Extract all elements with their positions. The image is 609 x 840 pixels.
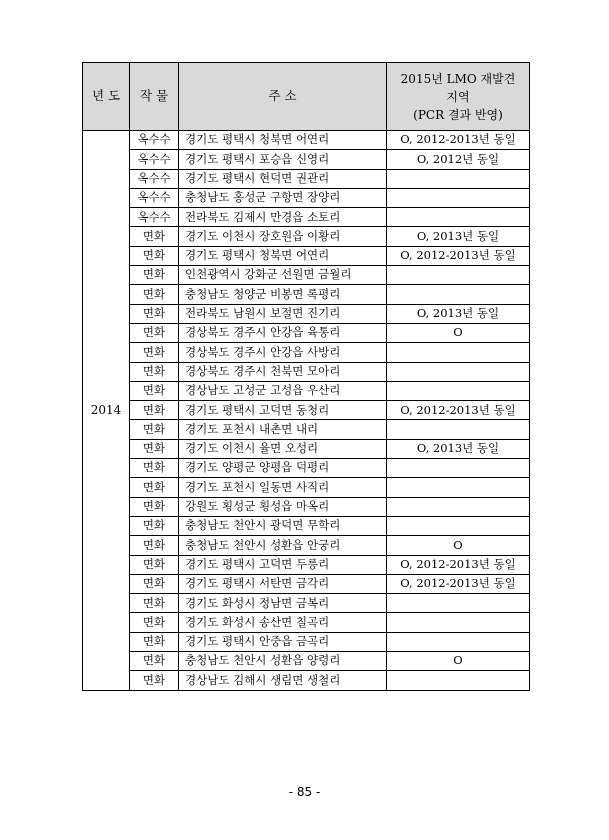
header-lmo-line1: 2015년 LMO 재발견 <box>400 71 516 86</box>
crop-cell: 면화 <box>130 671 179 690</box>
lmo-result-cell <box>387 169 530 188</box>
crop-cell: 면화 <box>130 227 179 246</box>
lmo-result-cell <box>387 632 530 651</box>
address-cell: 경기도 평택시 안중읍 금곡리 <box>179 632 387 651</box>
address-cell: 인천광역시 강화군 선원면 금월리 <box>179 266 387 285</box>
lmo-result-cell: O, 2012-2013년 동일 <box>387 574 530 593</box>
crop-cell: 옥수수 <box>130 188 179 207</box>
address-cell: 경기도 양평군 양평읍 덕평리 <box>179 459 387 478</box>
lmo-result-cell: O, 2013년 동일 <box>387 227 530 246</box>
table-row <box>83 188 530 207</box>
address-cell: 충청남도 천안시 성환읍 양령리 <box>179 652 387 671</box>
header-year: 년 도 <box>83 63 130 131</box>
crop-cell: 면화 <box>130 304 179 323</box>
lmo-result-cell <box>387 478 530 497</box>
lmo-result-cell <box>387 381 530 400</box>
crop-cell: 면화 <box>130 555 179 574</box>
crop-cell: 면화 <box>130 401 179 420</box>
header-lmo-rediscovery <box>387 63 530 131</box>
lmo-site-table <box>82 62 530 691</box>
address-cell: 경기도 화성시 정남면 금복리 <box>179 594 387 613</box>
address-cell: 경기도 포천시 내촌면 내리 <box>179 420 387 439</box>
address-cell: 경기도 평택시 청북면 어연리 <box>179 131 387 150</box>
table-header-row <box>83 63 530 131</box>
table-row <box>83 632 530 651</box>
lmo-result-cell <box>387 594 530 613</box>
lmo-result-cell: O, 2012-2013년 동일 <box>387 401 530 420</box>
lmo-result-cell <box>387 613 530 632</box>
lmo-result-cell: O, 2012-2013년 동일 <box>387 555 530 574</box>
address-cell: 경기도 평택시 고덕면 동청리 <box>179 401 387 420</box>
table-row <box>83 401 530 420</box>
table-row <box>83 439 530 458</box>
crop-cell: 면화 <box>130 343 179 362</box>
address-cell: 경기도 평택시 포승읍 신영리 <box>179 150 387 169</box>
lmo-result-cell: O, 2012년 동일 <box>387 150 530 169</box>
table-row <box>83 150 530 169</box>
address-cell: 경상북도 경주시 안강읍 사방리 <box>179 343 387 362</box>
table-body <box>83 131 530 691</box>
address-cell: 경기도 화성시 송산면 칠곡리 <box>179 613 387 632</box>
crop-cell: 면화 <box>130 381 179 400</box>
table-row <box>83 652 530 671</box>
address-cell: 경기도 평택시 현덕면 권관리 <box>179 169 387 188</box>
crop-cell: 면화 <box>130 613 179 632</box>
address-cell: 전라북도 김제시 만경읍 소토리 <box>179 208 387 227</box>
table-row <box>83 594 530 613</box>
crop-cell: 옥수수 <box>130 131 179 150</box>
crop-cell: 면화 <box>130 516 179 535</box>
table-row <box>83 671 530 690</box>
lmo-result-cell <box>387 208 530 227</box>
crop-cell: 면화 <box>130 459 179 478</box>
table-row <box>83 362 530 381</box>
table-row <box>83 208 530 227</box>
lmo-result-cell: O, 2012-2013년 동일 <box>387 131 530 150</box>
table-row <box>83 536 530 555</box>
lmo-result-cell <box>387 420 530 439</box>
header-lmo-line3: (PCR 결과 반영) <box>413 107 503 122</box>
table-row <box>83 381 530 400</box>
table-row <box>83 304 530 323</box>
lmo-result-cell: O, 2013년 동일 <box>387 439 530 458</box>
table-row <box>83 478 530 497</box>
address-cell: 전라북도 남원시 보절면 진기리 <box>179 304 387 323</box>
lmo-result-cell: O <box>387 536 530 555</box>
header-address: 주 소 <box>179 63 387 131</box>
header-lmo-line2: 지역 <box>446 89 470 104</box>
lmo-result-cell <box>387 285 530 304</box>
page-number: - 85 - <box>288 785 321 799</box>
table-row <box>83 516 530 535</box>
address-cell: 충청남도 청양군 비봉면 록평리 <box>179 285 387 304</box>
lmo-result-cell: O, 2012-2013년 동일 <box>387 246 530 265</box>
lmo-result-cell <box>387 362 530 381</box>
crop-cell: 면화 <box>130 420 179 439</box>
crop-cell: 옥수수 <box>130 208 179 227</box>
crop-cell: 면화 <box>130 632 179 651</box>
address-cell: 충청남도 홍성군 구항면 장양리 <box>179 188 387 207</box>
lmo-result-cell <box>387 343 530 362</box>
address-cell: 경기도 포천시 일동면 사직리 <box>179 478 387 497</box>
address-cell: 경기도 이천시 율면 오성리 <box>179 439 387 458</box>
crop-cell: 옥수수 <box>130 169 179 188</box>
crop-cell: 면화 <box>130 285 179 304</box>
crop-cell: 면화 <box>130 478 179 497</box>
table-row <box>83 131 530 150</box>
crop-cell: 면화 <box>130 536 179 555</box>
address-cell: 경상북도 경주시 안강읍 육통리 <box>179 323 387 342</box>
address-cell: 경기도 이천시 장호원읍 이황리 <box>179 227 387 246</box>
table-row <box>83 459 530 478</box>
lmo-result-cell <box>387 266 530 285</box>
lmo-result-cell <box>387 497 530 516</box>
address-cell: 경기도 평택시 고덕면 두릉리 <box>179 555 387 574</box>
address-cell: 경상남도 김해시 생림면 생철리 <box>179 671 387 690</box>
crop-cell: 면화 <box>130 439 179 458</box>
lmo-result-cell <box>387 188 530 207</box>
address-cell: 충청남도 천안시 성환읍 안궁리 <box>179 536 387 555</box>
crop-cell: 면화 <box>130 652 179 671</box>
lmo-result-cell: O <box>387 652 530 671</box>
table-row <box>83 574 530 593</box>
crop-cell: 면화 <box>130 323 179 342</box>
address-cell: 경상북도 경주시 천북면 모아리 <box>179 362 387 381</box>
table-row <box>83 285 530 304</box>
table-row <box>83 169 530 188</box>
table-row <box>83 613 530 632</box>
address-cell: 경상남도 고성군 고성읍 우산리 <box>179 381 387 400</box>
crop-cell: 면화 <box>130 497 179 516</box>
table-row <box>83 343 530 362</box>
lmo-result-cell <box>387 459 530 478</box>
address-cell: 경기도 평택시 청북면 어연리 <box>179 246 387 265</box>
address-cell: 경기도 평택시 서탄면 금각리 <box>179 574 387 593</box>
crop-cell: 면화 <box>130 594 179 613</box>
lmo-result-cell: O, 2013년 동일 <box>387 304 530 323</box>
table-row <box>83 266 530 285</box>
crop-cell: 면화 <box>130 574 179 593</box>
crop-cell: 면화 <box>130 266 179 285</box>
lmo-result-cell <box>387 671 530 690</box>
lmo-result-cell <box>387 516 530 535</box>
crop-cell: 면화 <box>130 246 179 265</box>
crop-cell: 옥수수 <box>130 150 179 169</box>
table-row <box>83 555 530 574</box>
table-row <box>83 420 530 439</box>
table-row <box>83 323 530 342</box>
crop-cell: 면화 <box>130 362 179 381</box>
table-row <box>83 246 530 265</box>
address-cell: 충청남도 천안시 광덕면 무학리 <box>179 516 387 535</box>
address-cell: 강원도 횡성군 횡성읍 마옥리 <box>179 497 387 516</box>
lmo-result-cell: O <box>387 323 530 342</box>
header-crop: 작 물 <box>130 63 179 131</box>
table-row <box>83 227 530 246</box>
year-cell: 2014 <box>83 131 130 691</box>
table-row <box>83 497 530 516</box>
